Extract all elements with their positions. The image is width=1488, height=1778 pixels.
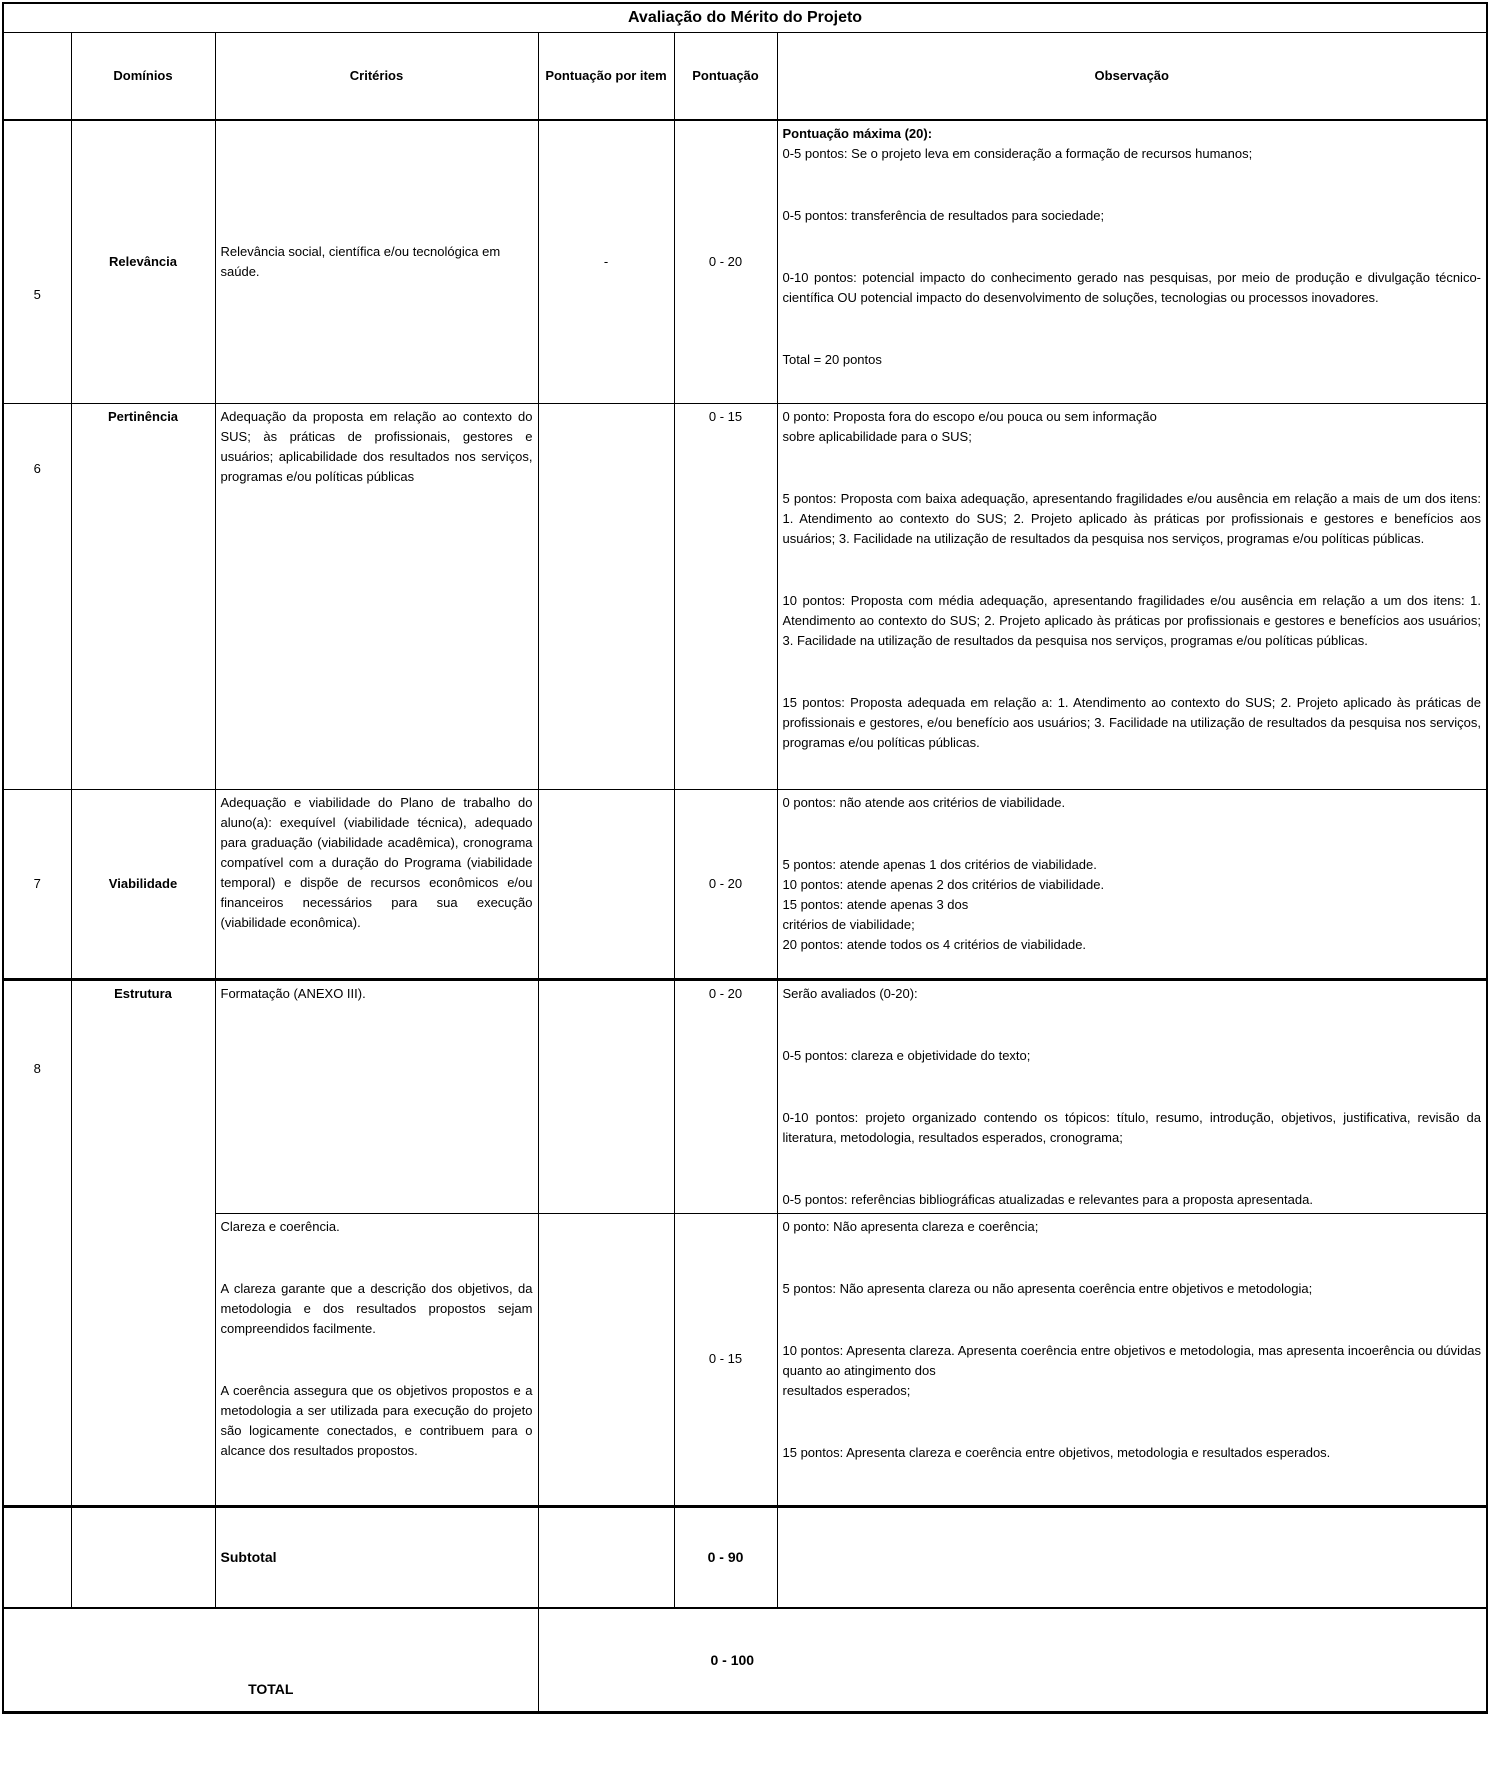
subtotal-empty-cell [538,1506,674,1608]
observation-paragraph: 10 pontos: Apresenta clareza. Apresenta coerência entre objetivos e metodologia, mas apresenta incoerência ou dúvidas quanto ao atingimento dos [782,1342,1482,1378]
observation-paragraph: 0-10 pontos: potencial impacto do conhecimento gerado nas pesquisas, por meio de produção e divulgação técnico-científica OU potencial impacto do desenvolvimento de soluções, tecnologias ou processos inovadores. [782,270,1482,305]
score-per-item-cell [538,979,674,1213]
observation-paragraph: 15 pontos: Proposta adequada em relação a: 1. Atendimento ao contexto do SUS; 2. Projeto aplicado às práticas de profissionais e gestores, e/ou benefício aos usuários; 3. Facilidade na utilização de resultados da pesquisa nos serviços, programas e/ou políticas públicas. [782,694,1482,750]
observation-paragraph: 0 ponto: Não apresenta clareza e coerência; [782,1218,1039,1234]
observation-cell [777,1213,1487,1506]
observation-paragraph: 5 pontos: Não apresenta clareza ou não apresenta coerência entre objetivos e metodologia; [782,1280,1313,1296]
subtotal-empty-cell [3,1506,71,1608]
criteria-paragraph: Clareza e coerência. [220,1218,340,1234]
column-header-dominios: Domínios [71,32,215,120]
criteria-cell [215,789,538,979]
total-label-cell: TOTAL [3,1608,538,1712]
criteria-paragraph: A coerência assegura que os objetivos propostos e a metodologia a ser utilizada para execução do projeto são logicamente conectados, e contribuem para o alcance dos resultados propostos. [220,1382,533,1458]
observation-paragraph: 10 pontos: atende apenas 2 dos critérios de viabilidade. [782,876,1105,892]
observation-paragraph: 15 pontos: Apresenta clareza e coerência entre objetivos, metodologia e resultados esperados. [782,1444,1331,1460]
table-row [3,789,1487,979]
observation-paragraph: sobre aplicabilidade para o SUS; [782,428,972,444]
observation-paragraph: 0 ponto: Proposta fora do escopo e/ou pouca ou sem informação [782,408,1157,424]
domain-cell: Relevância [71,120,215,403]
observation-paragraph: Pontuação máxima (20): [782,126,933,141]
merit-evaluation-table [2,2,1488,1714]
total-score-cell: 0 - 100 [538,1608,1487,1712]
observation-paragraph: Serão avaliados (0-20): [782,985,918,1001]
domain-cell: Estrutura [71,979,215,1506]
score-cell: 0 - 15 [674,1213,777,1506]
column-header-pontuacao: Pontuação [674,32,777,120]
score-cell: 0 - 20 [674,120,777,403]
score-per-item-cell: - [538,120,674,403]
criteria-paragraph: Adequação e viabilidade do Plano de trabalho do aluno(a): exequível (viabilidade técnica), adequado para graduação (viabilidade acadêmica), cronograma compatível com a duração do Programa (viabilidade temporal) e dispõe de recursos econômicos e/ou financeiros necessários para sua execução (viabilidade econômica). [220,794,533,930]
table-row [3,403,1487,789]
score-cell: 0 - 20 [674,789,777,979]
criteria-cell [215,979,538,1213]
row-number-cell: 7 [3,789,71,979]
column-header-criterios: Critérios [215,32,538,120]
observation-paragraph: 5 pontos: Proposta com baixa adequação, apresentando fragilidades e/ou ausência em relação a mais de um dos itens: 1. Atendimento ao contexto do SUS; 2. Projeto aplicado às práticas por profissionais e gestores e benefícios aos usuários; 3. Facilidade na utilização de resultados da pesquisa nos serviços, programas e/ou políticas públicas. [782,490,1482,546]
column-header-number [3,32,71,120]
score-cell: 0 - 20 [674,979,777,1213]
domain-cell: Pertinência [71,403,215,789]
header-row [3,32,1487,120]
observation-cell [777,789,1487,979]
observation-paragraph: 0-5 pontos: referências bibliográficas atualizadas e relevantes para a proposta apresentada. [782,1191,1313,1207]
score-per-item-cell [538,1213,674,1506]
table-row [3,120,1487,403]
column-header-observacao: Observação [777,32,1487,120]
row-number-cell: 8 [3,979,71,1506]
observation-paragraph: 5 pontos: atende apenas 1 dos critérios de viabilidade. [782,856,1097,872]
observation-paragraph: 0 pontos: não atende aos critérios de viabilidade. [782,794,1066,810]
table-row [3,979,1487,1213]
title-row [3,3,1487,32]
table-title: Avaliação do Mérito do Projeto [3,3,1487,32]
criteria-paragraph: Formatação (ANEXO III). [220,985,366,1001]
subtotal-empty-cell [777,1506,1487,1608]
score-per-item-cell [538,789,674,979]
observation-paragraph: 0-5 pontos: Se o projeto leva em consideração a formação de recursos humanos; [782,146,1253,161]
row-number-cell: 6 [3,403,71,789]
row-number-cell: 5 [3,120,71,403]
observation-cell [777,979,1487,1213]
observation-paragraph: resultados esperados; [782,1382,911,1398]
criteria-cell [215,120,538,403]
subtotal-score-cell: 0 - 90 [674,1506,777,1608]
column-header-pontuacao-por-item: Pontuação por item [538,32,674,120]
observation-cell [777,403,1487,789]
subtotal-empty-cell [71,1506,215,1608]
observation-paragraph: 0-10 pontos: projeto organizado contendo os tópicos: título, resumo, introdução, objetivos, justificativa, revisão da literatura, metodologia, resultados esperados, cronograma; [782,1109,1482,1145]
observation-paragraph: Total = 20 pontos [782,352,882,367]
observation-paragraph: 10 pontos: Proposta com média adequação, apresentando fragilidades e/ou ausência em relação a um dos itens: 1. Atendimento ao contexto do SUS; 2. Projeto aplicado às práticas por profissionais e gestores e benefícios aos usuários; 3. Facilidade na utilização de resultados da pesquisa nos serviços, programas e/ou políticas públicas. [782,592,1482,648]
subtotal-row [3,1506,1487,1608]
observation-paragraph: 15 pontos: atende apenas 3 dos [782,896,969,912]
total-row [3,1608,1487,1712]
subtotal-label-cell: Subtotal [215,1506,538,1608]
criteria-paragraph: Adequação da proposta em relação ao contexto do SUS; às práticas de profissionais, gestores e usuários; aplicabilidade dos resultados nos serviços, programas e/ou políticas públicas [220,408,533,484]
criteria-paragraph: Relevância social, científica e/ou tecnológica em saúde. [220,243,501,279]
criteria-cell [215,1213,538,1506]
observation-paragraph: 20 pontos: atende todos os 4 critérios de viabilidade. [782,936,1087,952]
score-per-item-cell [538,403,674,789]
observation-paragraph: 0-5 pontos: clareza e objetividade do texto; [782,1047,1031,1063]
criteria-paragraph: A clareza garante que a descrição dos objetivos, da metodologia e dos resultados propostos sejam compreendidos facilmente. [220,1280,533,1336]
observation-paragraph: critérios de viabilidade; [782,916,915,932]
criteria-cell [215,403,538,789]
domain-cell: Viabilidade [71,789,215,979]
observation-cell [777,120,1487,403]
table-row [3,1213,1487,1506]
score-cell: 0 - 15 [674,403,777,789]
observation-paragraph: 0-5 pontos: transferência de resultados para sociedade; [782,208,1105,223]
